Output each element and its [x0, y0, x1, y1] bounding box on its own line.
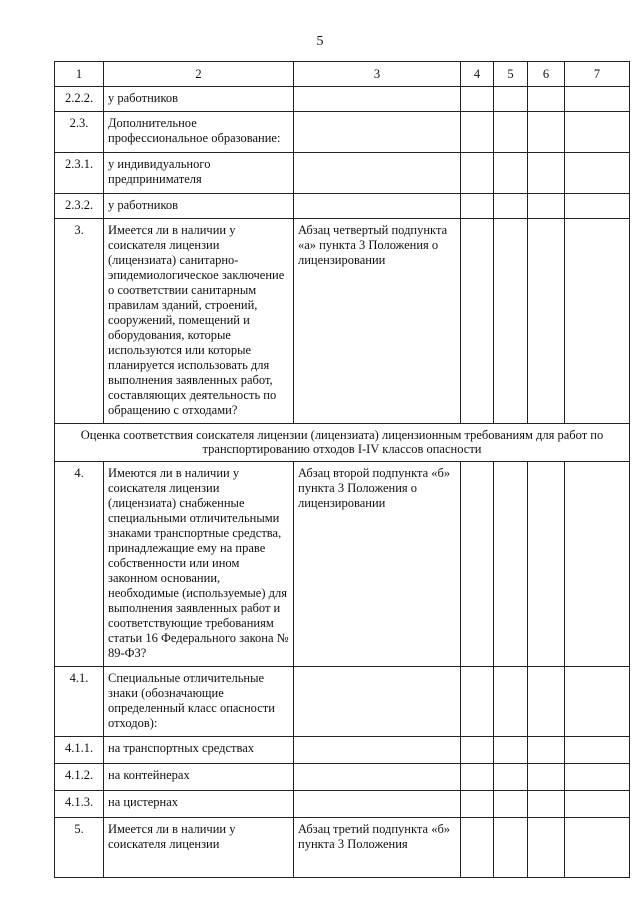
item-number: 2.2.2.: [55, 87, 104, 112]
table-row: [55, 737, 630, 764]
section-header-row: [55, 424, 630, 462]
item-number: 4.1.1.: [55, 737, 104, 764]
notes-cell[interactable]: [565, 194, 630, 219]
section-title: Оценка соответствия соискателя лицензии (лицензиата) лицензионным требованиям для работ по транспортированию отходов I-IV классов опасности: [55, 424, 630, 462]
answer-cell-no[interactable]: [494, 112, 528, 153]
answer-cell-yes[interactable]: [461, 194, 494, 219]
table-row: [55, 791, 630, 818]
table-row: [55, 153, 630, 194]
item-number: 4.1.3.: [55, 791, 104, 818]
col-header-3: 3: [294, 62, 461, 87]
notes-cell[interactable]: [565, 737, 630, 764]
item-question: на транспортных средствах: [104, 737, 294, 764]
item-number: 2.3.: [55, 112, 104, 153]
table-row: [55, 764, 630, 791]
answer-cell-na[interactable]: [528, 219, 565, 424]
item-number: 2.3.1.: [55, 153, 104, 194]
col-header-4: 4: [461, 62, 494, 87]
item-question: Имеется ли в наличии у соискателя лицензии: [104, 818, 294, 878]
answer-cell-yes[interactable]: [461, 112, 494, 153]
license-checklist-table: [54, 61, 630, 878]
answer-cell-yes[interactable]: [461, 667, 494, 737]
answer-cell-no[interactable]: [494, 219, 528, 424]
answer-cell-no[interactable]: [494, 764, 528, 791]
item-question: Специальные отличительные знаки (обозначающие определенный класс опасности отходов):: [104, 667, 294, 737]
col-header-7: 7: [565, 62, 630, 87]
item-question: на контейнерах: [104, 764, 294, 791]
item-question: у индивидуального предпринимателя: [104, 153, 294, 194]
item-legal-basis: [294, 112, 461, 153]
answer-cell-yes[interactable]: [461, 818, 494, 878]
answer-cell-yes[interactable]: [461, 153, 494, 194]
answer-cell-na[interactable]: [528, 112, 565, 153]
answer-cell-yes[interactable]: [461, 219, 494, 424]
table-row: [55, 194, 630, 219]
item-legal-basis: [294, 153, 461, 194]
answer-cell-na[interactable]: [528, 153, 565, 194]
answer-cell-na[interactable]: [528, 194, 565, 219]
table-row: [55, 462, 630, 667]
answer-cell-na[interactable]: [528, 818, 565, 878]
table-row: [55, 112, 630, 153]
item-legal-basis: [294, 737, 461, 764]
col-header-2: 2: [104, 62, 294, 87]
table-row: [55, 667, 630, 737]
answer-cell-yes[interactable]: [461, 737, 494, 764]
table-row: [55, 818, 630, 878]
item-legal-basis: [294, 667, 461, 737]
answer-cell-na[interactable]: [528, 87, 565, 112]
notes-cell[interactable]: [565, 667, 630, 737]
answer-cell-na[interactable]: [528, 764, 565, 791]
item-question: на цистернах: [104, 791, 294, 818]
item-question: у работников: [104, 194, 294, 219]
answer-cell-yes[interactable]: [461, 87, 494, 112]
item-legal-basis: [294, 764, 461, 791]
notes-cell[interactable]: [565, 791, 630, 818]
notes-cell[interactable]: [565, 112, 630, 153]
item-question: Имеется ли в наличии у соискателя лицензии (лицензиата) санитарно-эпидемиологическое заключение о соответствии санитарным правилам зданий, строений, сооружений, помещений и оборудования, которые используются или которые планируется использовать для выполнения заявленных работ, составляющих деятельность по обращению с отходами?: [104, 219, 294, 424]
notes-cell[interactable]: [565, 153, 630, 194]
notes-cell[interactable]: [565, 462, 630, 667]
answer-cell-yes[interactable]: [461, 462, 494, 667]
table-row: [55, 219, 630, 424]
notes-cell[interactable]: [565, 818, 630, 878]
item-question: Имеются ли в наличии у соискателя лицензии (лицензиата) снабженные специальными отличительными знаками транспортные средства, принадлежащие ему на праве собственности или ином законном основании, необходимые (используемые) для выполнения заявленных работ и соответствующие требованиям статьи 16 Федерального закона № 89-ФЗ?: [104, 462, 294, 667]
notes-cell[interactable]: [565, 87, 630, 112]
item-legal-basis: [294, 87, 461, 112]
item-number: 4.1.: [55, 667, 104, 737]
answer-cell-no[interactable]: [494, 462, 528, 667]
item-number: 3.: [55, 219, 104, 424]
col-header-1: 1: [55, 62, 104, 87]
col-header-6: 6: [528, 62, 565, 87]
header-row: [55, 62, 630, 87]
table-row: [55, 87, 630, 112]
answer-cell-no[interactable]: [494, 791, 528, 818]
answer-cell-yes[interactable]: [461, 791, 494, 818]
answer-cell-no[interactable]: [494, 153, 528, 194]
item-question: у работников: [104, 87, 294, 112]
notes-cell[interactable]: [565, 764, 630, 791]
answer-cell-no[interactable]: [494, 194, 528, 219]
col-header-5: 5: [494, 62, 528, 87]
item-legal-basis: Абзац второй подпункта «б» пункта 3 Положения о лицензировании: [294, 462, 461, 667]
item-legal-basis: Абзац четвертый подпункта «а» пункта 3 Положения о лицензировании: [294, 219, 461, 424]
page-number: 5: [316, 34, 324, 49]
item-legal-basis: [294, 791, 461, 818]
item-legal-basis: Абзац третий подпункта «б» пункта 3 Положения: [294, 818, 461, 878]
item-number: 4.: [55, 462, 104, 667]
answer-cell-na[interactable]: [528, 462, 565, 667]
item-number: 5.: [55, 818, 104, 878]
item-question: Дополнительное профессиональное образование:: [104, 112, 294, 153]
answer-cell-no[interactable]: [494, 667, 528, 737]
item-number: 4.1.2.: [55, 764, 104, 791]
answer-cell-no[interactable]: [494, 818, 528, 878]
answer-cell-na[interactable]: [528, 791, 565, 818]
item-legal-basis: [294, 194, 461, 219]
answer-cell-no[interactable]: [494, 737, 528, 764]
answer-cell-na[interactable]: [528, 667, 565, 737]
answer-cell-no[interactable]: [494, 87, 528, 112]
item-number: 2.3.2.: [55, 194, 104, 219]
answer-cell-na[interactable]: [528, 737, 565, 764]
notes-cell[interactable]: [565, 219, 630, 424]
answer-cell-yes[interactable]: [461, 764, 494, 791]
